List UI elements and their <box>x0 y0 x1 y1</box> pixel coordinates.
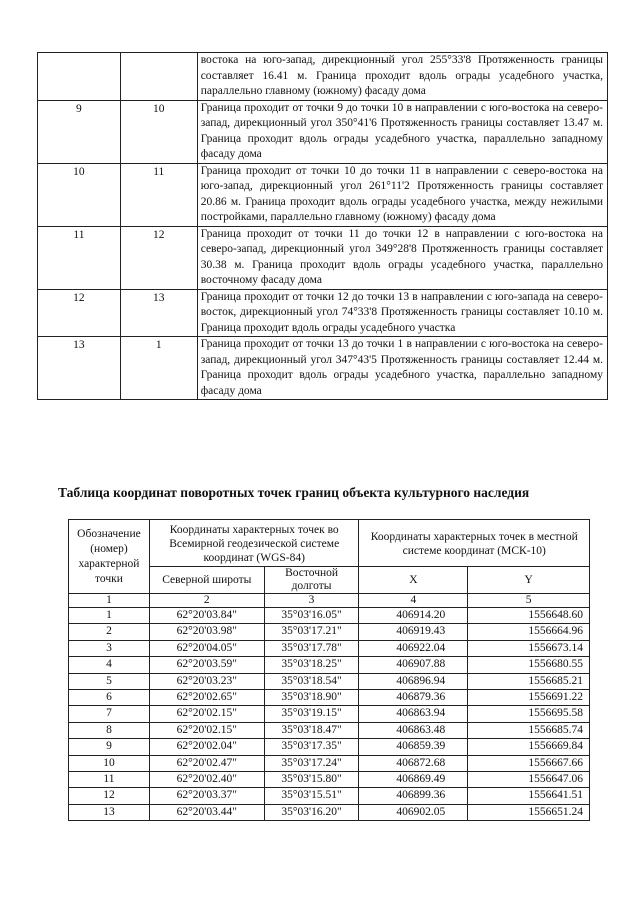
from-point <box>38 53 121 101</box>
point-number: 12 <box>69 788 150 804</box>
east-longitude: 35°03'18.90" <box>264 690 359 706</box>
coord-y: 1556667.66 <box>468 755 590 771</box>
coords-table-title: Таблица координат поворотных точек границ объекта культурного наследия <box>58 485 530 500</box>
north-latitude: 62°20'04.05" <box>149 640 264 656</box>
header-designation: Обозначение (номер) характерной точки <box>69 520 150 594</box>
boundary-row <box>38 337 608 400</box>
coord-x: 406863.48 <box>359 722 468 738</box>
to-point: 1 <box>120 337 197 400</box>
header-north-latitude: Северной широты <box>149 567 264 594</box>
coords-row <box>69 624 590 640</box>
north-latitude: 62°20'03.37" <box>149 788 264 804</box>
coord-y: 1556691.22 <box>468 690 590 706</box>
east-longitude: 35°03'17.78" <box>264 640 359 656</box>
coords-row <box>69 690 590 706</box>
coord-y: 1556680.55 <box>468 657 590 673</box>
point-number: 2 <box>69 624 150 640</box>
col-number-2: 2 <box>149 594 264 608</box>
point-number: 7 <box>69 706 150 722</box>
to-point: 10 <box>120 100 197 163</box>
from-point: 11 <box>38 226 121 289</box>
coord-x: 406899.36 <box>359 788 468 804</box>
to-point: 12 <box>120 226 197 289</box>
point-number: 9 <box>69 739 150 755</box>
east-longitude: 35°03'18.47" <box>264 722 359 738</box>
coord-x: 406896.94 <box>359 673 468 689</box>
boundary-row <box>38 163 608 226</box>
col-number-5: 5 <box>468 594 590 608</box>
coord-x: 406859.39 <box>359 739 468 755</box>
north-latitude: 62°20'02.47" <box>149 755 264 771</box>
point-number: 8 <box>69 722 150 738</box>
east-longitude: 35°03'18.54" <box>264 673 359 689</box>
coords-row <box>69 804 590 820</box>
east-longitude: 35°03'19.15" <box>264 706 359 722</box>
point-number: 3 <box>69 640 150 656</box>
boundary-row <box>38 53 608 101</box>
from-point: 10 <box>38 163 121 226</box>
north-latitude: 62°20'02.15" <box>149 706 264 722</box>
coords-row <box>69 722 590 738</box>
header-y: Y <box>468 567 590 594</box>
coordinates-table <box>68 519 590 821</box>
coords-row <box>69 739 590 755</box>
header-msk10: Координаты характерных точек в местной системе координат (МСК-10) <box>359 520 590 567</box>
col-number-1: 1 <box>69 594 150 608</box>
boundary-description: Граница проходит от точки 13 до точки 1 в направлении с юго-востока на северо-запад, дирекционный угол 347°43'5 Протяженность границы составляет 12.44 м. Граница проходит вдоль ограды усадебного участка, параллельно западному фасаду дома <box>197 337 607 400</box>
boundary-description-table <box>37 52 608 400</box>
east-longitude: 35°03'15.51" <box>264 788 359 804</box>
north-latitude: 62°20'03.59" <box>149 657 264 673</box>
coord-x: 406879.36 <box>359 690 468 706</box>
coords-rows <box>69 608 590 821</box>
coord-y: 1556647.06 <box>468 772 590 788</box>
east-longitude: 35°03'16.05" <box>264 608 359 624</box>
header-x: X <box>359 567 468 594</box>
from-point: 12 <box>38 289 121 337</box>
boundary-description: востока на юго-запад, дирекционный угол 255°33'8 Протяженность границы составляет 16.41 м. Граница проходит вдоль ограды усадебного участка, параллельно главному (южному) фасаду дома <box>197 53 607 101</box>
east-longitude: 35°03'17.21" <box>264 624 359 640</box>
north-latitude: 62°20'03.84" <box>149 608 264 624</box>
point-number: 6 <box>69 690 150 706</box>
coord-x: 406869.49 <box>359 772 468 788</box>
to-point: 11 <box>120 163 197 226</box>
east-longitude: 35°03'18.25" <box>264 657 359 673</box>
east-longitude: 35°03'16.20" <box>264 804 359 820</box>
col-number-3: 3 <box>264 594 359 608</box>
boundary-description: Граница проходит от точки 11 до точки 12 в направлении с юго-востока на северо-запад, дирекционный угол 349°28'8 Протяженность границы составляет 30.38 м. Граница проходит вдоль ограды усадебного участка, параллельно восточному фасаду дома <box>197 226 607 289</box>
boundary-description: Граница проходит от точки 9 до точки 10 в направлении с юго-востока на северо-запад, дирекционный угол 350°41'6 Протяженность границы составляет 13.47 м. Граница проходит вдоль ограды усадебного участка, параллельно западному фасаду дома <box>197 100 607 163</box>
coords-row <box>69 657 590 673</box>
north-latitude: 62°20'02.65" <box>149 690 264 706</box>
coord-y: 1556648.60 <box>468 608 590 624</box>
coord-x: 406863.94 <box>359 706 468 722</box>
boundary-row <box>38 100 608 163</box>
point-number: 13 <box>69 804 150 820</box>
point-number: 10 <box>69 755 150 771</box>
coord-y: 1556673.14 <box>468 640 590 656</box>
east-longitude: 35°03'17.35" <box>264 739 359 755</box>
coord-x: 406872.68 <box>359 755 468 771</box>
coords-row <box>69 788 590 804</box>
coord-x: 406907.88 <box>359 657 468 673</box>
coords-row <box>69 772 590 788</box>
east-longitude: 35°03'17.24" <box>264 755 359 771</box>
coord-y: 1556651.24 <box>468 804 590 820</box>
coords-row <box>69 755 590 771</box>
north-latitude: 62°20'02.15" <box>149 722 264 738</box>
coords-row <box>69 640 590 656</box>
point-number: 5 <box>69 673 150 689</box>
point-number: 1 <box>69 608 150 624</box>
north-latitude: 62°20'02.04" <box>149 739 264 755</box>
to-point: 13 <box>120 289 197 337</box>
boundary-row <box>38 226 608 289</box>
coord-y: 1556669.84 <box>468 739 590 755</box>
point-number: 4 <box>69 657 150 673</box>
east-longitude: 35°03'15.80" <box>264 772 359 788</box>
boundary-row <box>38 289 608 337</box>
point-number: 11 <box>69 772 150 788</box>
header-wgs84: Координаты характерных точек во Всемирной геодезической системе координат (WGS-84) <box>149 520 359 567</box>
coord-y: 1556641.51 <box>468 788 590 804</box>
north-latitude: 62°20'03.98" <box>149 624 264 640</box>
from-point: 9 <box>38 100 121 163</box>
to-point <box>120 53 197 101</box>
north-latitude: 62°20'03.44" <box>149 804 264 820</box>
boundary-description: Граница проходит от точки 10 до точки 11 в направлении с северо-востока на юго-запад, дирекционный угол 261°11'2 Протяженность границы составляет 20.86 м. Граница проходит вдоль ограды усадебного участка, между нежилыми постройками, параллельно главному (южному) фасаду дома <box>197 163 607 226</box>
coords-row <box>69 608 590 624</box>
coord-x: 406919.43 <box>359 624 468 640</box>
boundary-description: Граница проходит от точки 12 до точки 13 в направлении с юго-запада на северо-восток, дирекционный угол 74°33'8 Протяженность границы составляет 10.10 м. Граница проходит вдоль ограды усадебного участка <box>197 289 607 337</box>
north-latitude: 62°20'02.40" <box>149 772 264 788</box>
boundary-rows <box>38 53 608 400</box>
north-latitude: 62°20'03.23" <box>149 673 264 689</box>
coord-x: 406922.04 <box>359 640 468 656</box>
col-number-4: 4 <box>359 594 468 608</box>
header-east-longitude: Восточной долготы <box>264 567 359 594</box>
coord-y: 1556664.96 <box>468 624 590 640</box>
coord-y: 1556695.58 <box>468 706 590 722</box>
coord-x: 406902.05 <box>359 804 468 820</box>
coord-x: 406914.20 <box>359 608 468 624</box>
coords-row <box>69 673 590 689</box>
from-point: 13 <box>38 337 121 400</box>
coord-y: 1556685.74 <box>468 722 590 738</box>
coord-y: 1556685.21 <box>468 673 590 689</box>
coords-row <box>69 706 590 722</box>
